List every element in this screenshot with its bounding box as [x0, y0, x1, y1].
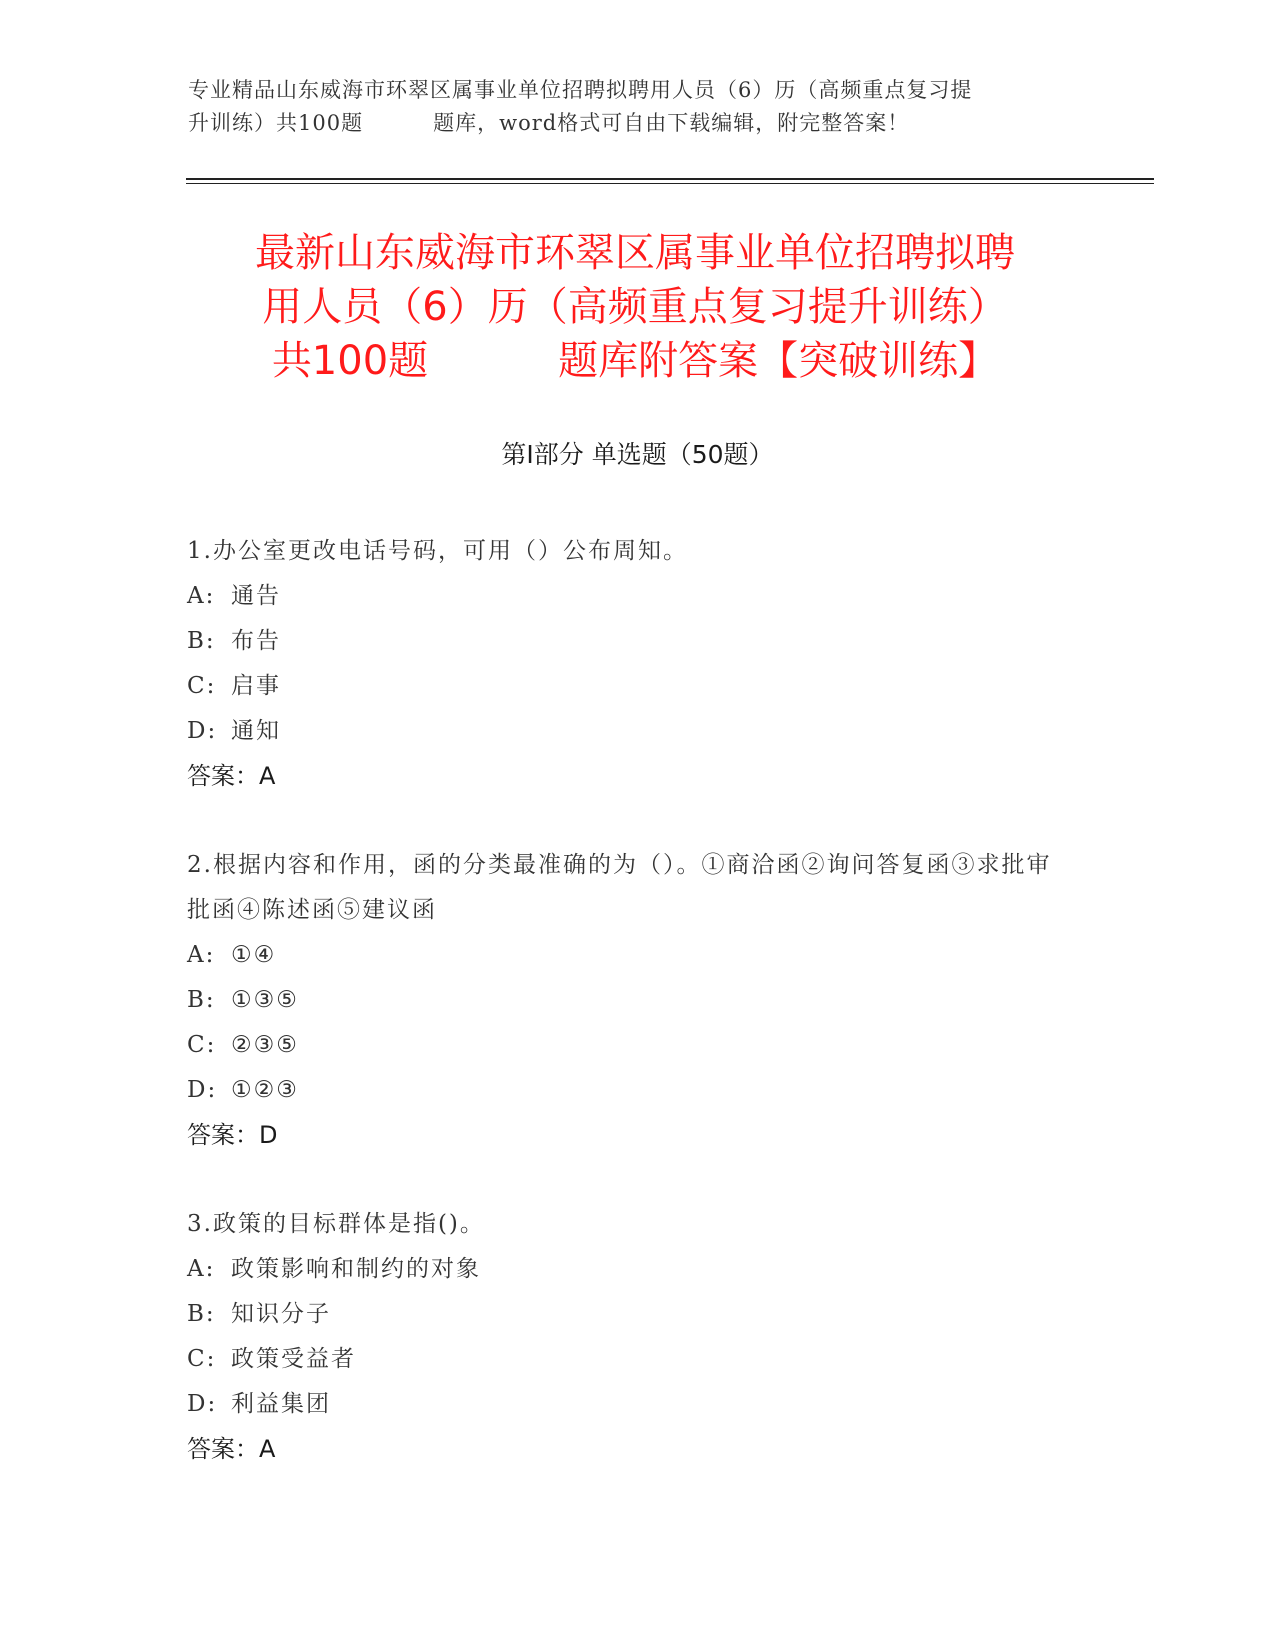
header-line-2-part-1: 升训练）共100题 [188, 111, 364, 135]
question-list [187, 529, 1087, 1516]
option-c [187, 1337, 1087, 1382]
option-text: 通知 [231, 718, 281, 744]
option-d [187, 1382, 1087, 1427]
option-letter: C: [187, 1346, 217, 1372]
option-c [187, 664, 1087, 709]
option-a [187, 574, 1087, 619]
option-text: 启事 [231, 673, 281, 699]
option-letter: A: [187, 942, 216, 968]
option-letter: C: [187, 1032, 217, 1058]
option-b [187, 1292, 1087, 1337]
header-note [188, 74, 1088, 140]
answer: 答案：A [187, 1435, 276, 1463]
question-text: 1.办公室更改电话号码，可用（）公布周知。 [187, 538, 688, 564]
header-divider-thick [186, 178, 1154, 180]
option-letter: D: [187, 718, 218, 744]
option-letter: B: [187, 628, 216, 654]
option-b [187, 619, 1087, 664]
option-text: 通告 [231, 583, 281, 609]
question-2 [187, 843, 1087, 1158]
answer: 答案：D [187, 1121, 278, 1149]
header-line-2 [188, 107, 1088, 140]
section-title: 第I部分 单选题（50题） [501, 440, 774, 469]
document-title [160, 226, 1110, 388]
option-letter: C: [187, 673, 217, 699]
question-text: 2.根据内容和作用，函的分类最准确的为（）。①商洽函②询问答复函③求批审批函④陈述函⑤建议函 [187, 852, 1052, 923]
option-text: 政策影响和制约的对象 [231, 1256, 481, 1282]
option-a [187, 933, 1087, 978]
option-text: 知识分子 [231, 1301, 331, 1327]
header-line-2-part-2: 题库，word格式可自由下载编辑，附完整答案！ [433, 111, 910, 135]
title-line-2: 用人员（6）历（高频重点复习提升训练） [262, 284, 1008, 330]
title-line-1: 最新山东威海市环翠区属事业单位招聘拟聘 [255, 230, 1015, 276]
option-letter: B: [187, 1301, 216, 1327]
option-c [187, 1023, 1087, 1068]
option-d [187, 1068, 1087, 1113]
option-text: ①②③ [231, 1077, 299, 1103]
option-text: 利益集团 [231, 1391, 331, 1417]
option-text: 政策受益者 [231, 1346, 356, 1372]
option-letter: B: [187, 987, 216, 1013]
title-line-3 [160, 334, 1110, 388]
question-text: 3.政策的目标群体是指()。 [187, 1211, 485, 1237]
option-letter: D: [187, 1077, 218, 1103]
option-letter: A: [187, 583, 216, 609]
option-text: 布告 [231, 628, 281, 654]
option-b [187, 978, 1087, 1023]
question-3 [187, 1202, 1087, 1472]
header-divider-thin [186, 183, 1154, 184]
option-d [187, 709, 1087, 754]
option-letter: A: [187, 1256, 216, 1282]
option-text: ①③⑤ [231, 987, 299, 1013]
option-text: ②③⑤ [231, 1032, 299, 1058]
title-line-3-part-2: 题库附答案【突破训练】 [558, 338, 999, 384]
option-text: ①④ [231, 942, 277, 968]
answer: 答案：A [187, 762, 276, 790]
option-letter: D: [187, 1391, 218, 1417]
option-a [187, 1247, 1087, 1292]
title-line-3-part-1: 共100题 [271, 338, 429, 384]
header-line-1: 专业精品山东威海市环翠区属事业单位招聘拟聘用人员（6）历（高频重点复习提 [188, 78, 973, 102]
question-1 [187, 529, 1087, 799]
